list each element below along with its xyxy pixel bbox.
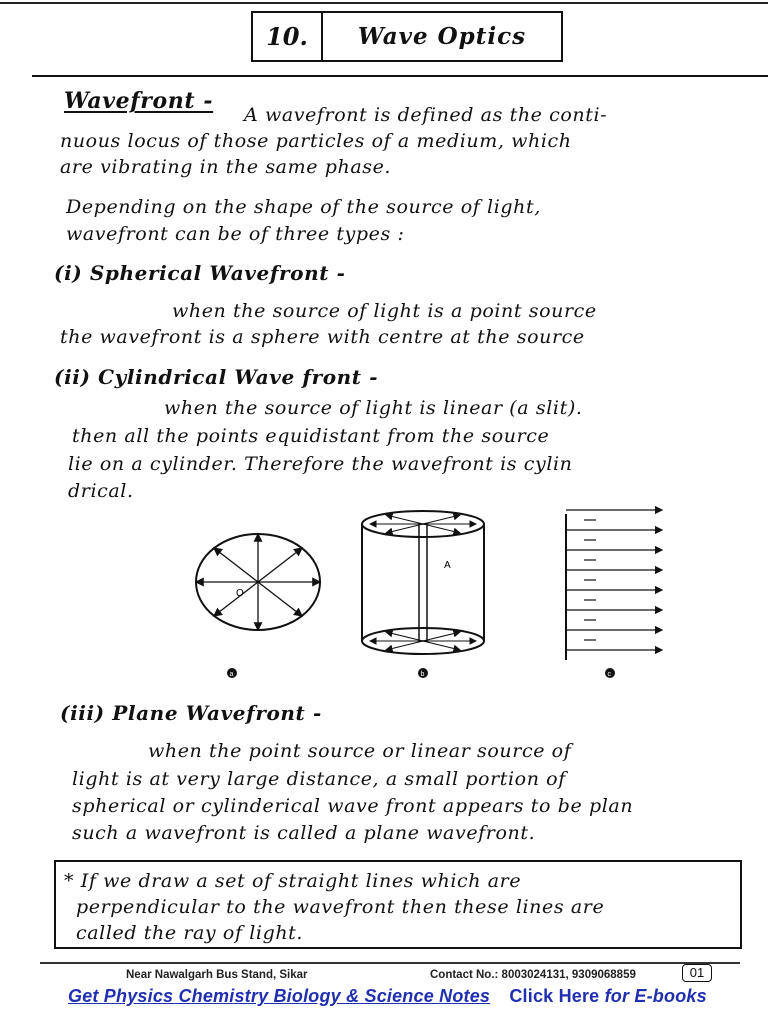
- spherical-line-2: the wavefront is a sphere with centre at the source: [60, 326, 585, 348]
- chapter-title-box: [251, 11, 563, 62]
- plane-line-3: spherical or cylinderical wave front appears to be plan: [72, 795, 634, 817]
- center-label-o: O: [236, 588, 244, 599]
- types-intro-line-2: wavefront can be of three types :: [66, 223, 405, 245]
- cylindrical-line-2: then all the points equidistant from the source: [72, 425, 550, 447]
- plane-line-1: when the point source or linear source of: [148, 740, 572, 762]
- cylindrical-line-3: lie on a cylinder. Therefore the wavefront is cylin: [68, 453, 573, 475]
- wavefront-line-1: A wavefront is defined as the conti-: [244, 104, 608, 126]
- footer-divider: [40, 962, 740, 964]
- note-line-2: perpendicular to the wavefront then these lines are: [76, 896, 605, 918]
- wavefront-line-2: nuous locus of those particles of a medium, which: [60, 130, 572, 152]
- types-intro-line-1: Depending on the shape of the source of light,: [66, 196, 541, 218]
- wavefront-heading: Wavefront -: [64, 88, 214, 114]
- figure-label-b: b: [420, 671, 425, 678]
- plane-line-4: such a wavefront is called a plane wavefront.: [72, 822, 536, 844]
- wavefront-line-3: are vibrating in the same phase.: [60, 156, 392, 178]
- figure-label-a: a: [229, 671, 234, 678]
- cylindrical-line-4: drical.: [68, 480, 134, 502]
- chapter-title: Wave Optics: [357, 23, 527, 50]
- footer-address: Near Nawalgarh Bus Stand, Sikar: [126, 969, 308, 981]
- click-here-link[interactable]: Click Here: [509, 986, 600, 1006]
- top-border-line: [0, 2, 768, 4]
- plane-line-2: light is at very large distance, a small portion of: [72, 768, 566, 790]
- footer-promo: [68, 986, 707, 1007]
- axis-label-a: A: [444, 560, 451, 571]
- spherical-heading: (i) Spherical Wavefront -: [54, 261, 346, 285]
- promo-link[interactable]: Get Physics Chemistry Biology & Science Notes: [68, 986, 491, 1006]
- page-number: 01: [682, 964, 712, 982]
- plane-heading: (iii) Plane Wavefront -: [60, 701, 322, 725]
- spherical-wavefront-figure: [196, 534, 320, 678]
- cylindrical-wavefront-figure: [362, 511, 484, 678]
- chapter-number: 10.: [253, 13, 323, 60]
- wavefront-figures: [180, 500, 680, 690]
- cylindrical-heading: (ii) Cylindrical Wave front -: [54, 365, 379, 389]
- spherical-line-1: when the source of light is a point source: [172, 300, 597, 322]
- plane-wavefront-figure: [566, 510, 662, 678]
- header-divider: [32, 75, 768, 77]
- cylindrical-line-1: when the source of light is linear (a slit).: [164, 397, 583, 419]
- note-line-3: called the ray of light.: [76, 922, 304, 944]
- footer-contact: Contact No.: 8003024131, 9309068859: [430, 969, 636, 981]
- for-ebooks-text: for E-books: [604, 986, 707, 1006]
- figure-label-c: c: [607, 671, 611, 678]
- note-line-1: * If we draw a set of straight lines which are: [64, 870, 522, 892]
